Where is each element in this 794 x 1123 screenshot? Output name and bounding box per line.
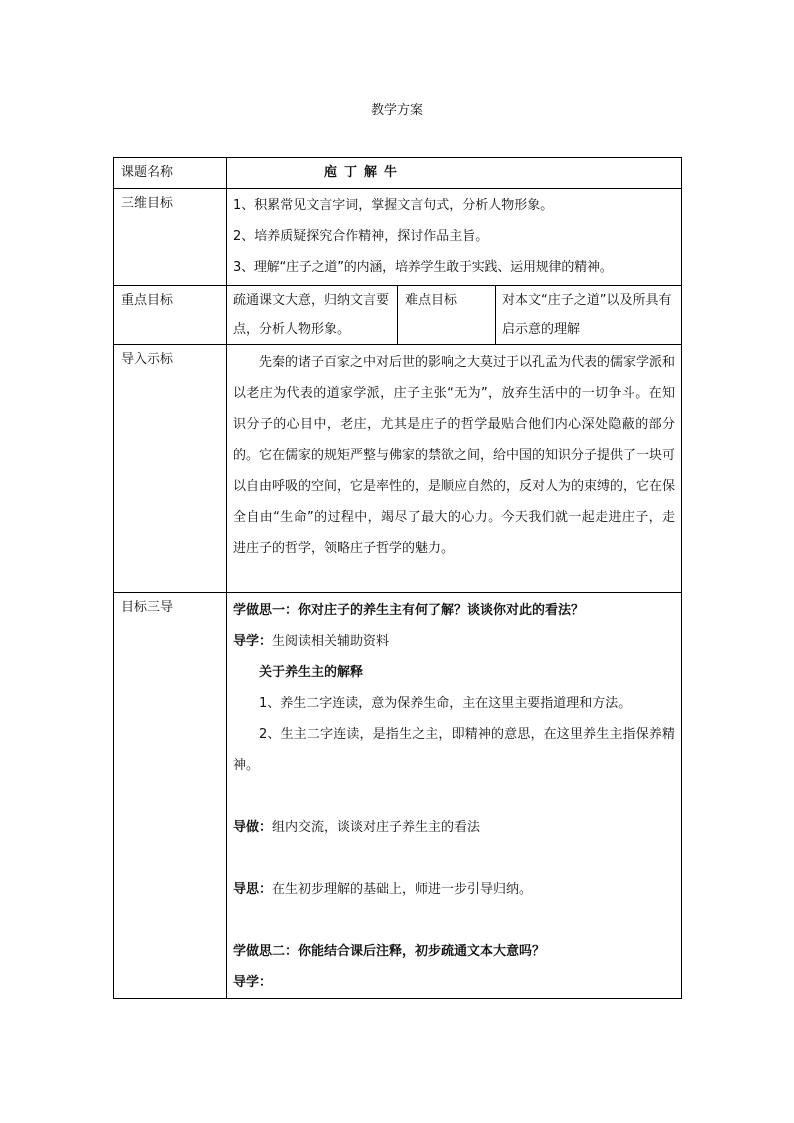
lesson-plan-table: [113, 157, 682, 999]
explain-item-1: 1、养生二字连读，意为保养生命，主在这里主要指道理和方法。: [259, 696, 632, 711]
difficult-label: 难点目标: [405, 293, 458, 308]
key-text: 疏通课文大意，归纳文言要点，分析人物形象。: [233, 293, 390, 337]
key-difficult-row: [114, 286, 682, 345]
explain-title: 关于养生主的解释: [259, 665, 364, 680]
daozuo-label: 导做：: [233, 820, 273, 835]
topic-value: 庖丁解牛: [324, 165, 405, 180]
guide-row: [114, 593, 682, 999]
guide-cell: [227, 593, 682, 999]
intro-label: 导入示标: [121, 352, 174, 367]
intro-text: 先秦的诸子百家之中对后世的影响之大莫过于以孔孟为代表的儒家学派和以老庄为代表的道家学派，庄子主张“无为”，放弃生活中的一切争斗。在知识分子的心目中，老庄，尤其是庄子的哲学最贴合他们内心深处隐蔽的部分的。它在儒家的规矩严整与佛家的禁欲之间，给中国的知识分子提供了一块可以自由呼吸的空间，它是率性的，是顺应自然的，反对人为的束缚的，它在保全自由“生命”的过程中，竭尽了最大的心力。今天我们就一起走进庄子，走进庄子的哲学，领略庄子哲学的魅力。: [233, 355, 676, 556]
goal-item: 3、理解“庄子之道”的内涵，培养学生敢于实践、运用规律的精神。: [233, 260, 613, 275]
topic-value-cell: [227, 158, 682, 189]
document-title: 教学方案: [370, 103, 423, 118]
daosi-label: 导思：: [233, 882, 273, 897]
daoxue2-label: 导学：: [233, 975, 273, 990]
difficult-text: 对本文“庄子之道”以及所具有启示意的理解: [502, 293, 672, 337]
goal-item: 1、积累常见文言字词，掌握文言句式，分析人物形象。: [233, 198, 554, 213]
goals-label-cell: [114, 189, 227, 286]
difficult-text-cell: [496, 286, 682, 345]
key-text-cell: [227, 286, 398, 345]
explain-item-2: 2、生主二字连读，是指生之主，即精神的意思，在这里养生主指保养精神。: [233, 727, 676, 773]
goals-cell: [227, 189, 682, 286]
intro-row: [114, 345, 682, 593]
intro-label-cell: [114, 345, 227, 593]
guide-label-cell: [114, 593, 227, 999]
goals-row: [114, 189, 682, 286]
intro-cell: [227, 345, 682, 593]
topic-label-cell: [114, 158, 227, 189]
difficult-label-cell: [398, 286, 496, 345]
daozuo-text: 组内交流，谈谈对庄子养生主的看法: [272, 820, 481, 835]
daoxue-text: 生阅读相关辅助资料: [272, 634, 390, 649]
question-2: 学做思二：你能结合课后注释，初步疏通文本大意吗？: [233, 944, 546, 959]
question-1: 学做思一：你对庄子的养生主有何了解？谈谈你对此的看法？: [233, 603, 585, 618]
daozuo-line: [233, 812, 675, 843]
daosi-line: [233, 874, 675, 905]
daosi-text: 在生初步理解的基础上，师进一步引导归纳。: [272, 882, 533, 897]
key-label: 重点目标: [121, 293, 174, 308]
goals-label: 三维目标: [121, 196, 174, 211]
daoxue-line: [233, 626, 675, 657]
key-label-cell: [114, 286, 227, 345]
goal-item: 2、培养质疑探究合作精神，探讨作品主旨。: [233, 229, 489, 244]
daoxue-label: 导学：: [233, 634, 273, 649]
topic-row: [114, 158, 682, 189]
topic-label: 课题名称: [121, 165, 174, 180]
guide-label: 目标三导: [121, 600, 174, 615]
